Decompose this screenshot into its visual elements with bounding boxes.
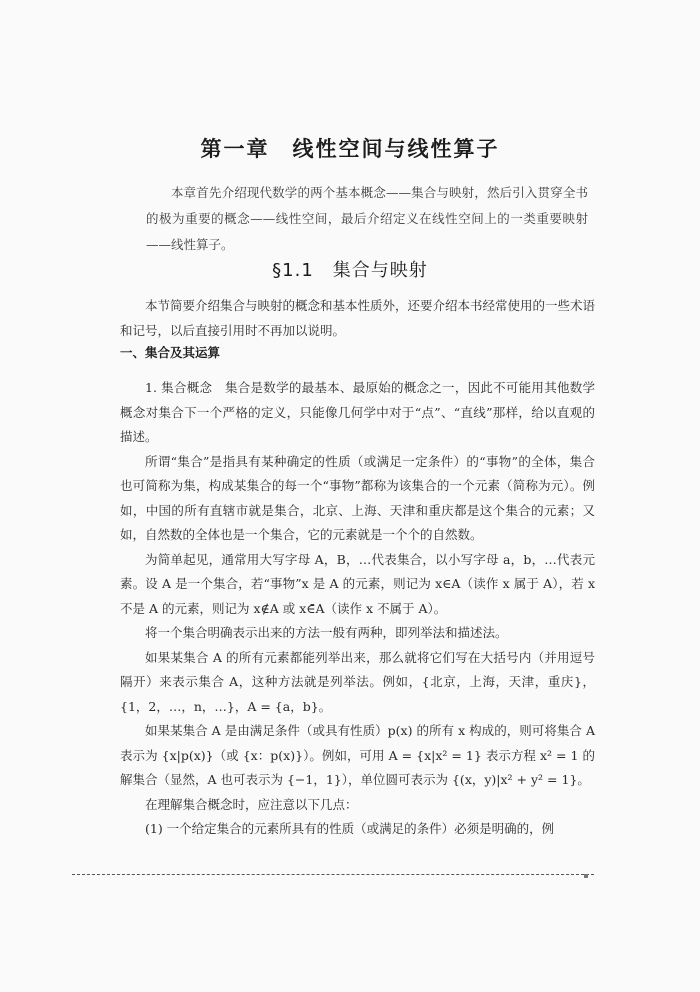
paragraph-enumeration-method: 如果某集合 A 的所有元素都能列举出来，那么就将它们写在大括号内（并用逗号隔开）来表示集合 A，这种方法就是列举法。例如，{北京，上海，天津，重庆}，{1，2，…，n，…}，A = {a，b}。 <box>120 649 595 714</box>
chapter-title: 第一章 线性空间与线性算子 <box>200 137 500 161</box>
paragraph-set-definition: 所谓“集合”是指具有某种确定的性质（或满足一定条件）的“事物”的全体，集合也可简称为集，构成某集合的每一个“事物”都称为该集合的一个元素（简称为元）。例如，中国的所有直辖市就是集合，北京、上海、天津和重庆都是这个集合的元素；又如，自然数的全体也是一个集合，它的元素就是一个个的自然数。 <box>120 453 595 542</box>
paragraph-representation-methods: 将一个集合明确表示出来的方法一般有两种，即列举法和描述法。 <box>145 625 508 640</box>
chapter-intro-paragraph: 本章首先介绍现代数学的两个基本概念——集合与映射，然后引入贯穿全书的极为重要的概念——线性空间，最后介绍定义在线性空间上的一类重要映射——线性算子。 <box>146 185 588 252</box>
section-title: §1.1 集合与映射 <box>272 260 428 281</box>
paragraph-notes-intro: 在理解集合概念时，应注意以下几点： <box>145 796 358 812</box>
body-text <box>120 376 595 842</box>
paragraph-set-concept: 1. 集合概念 集合是数学的最基本、最原始的概念之一，因此不可能用其他数学概念对集合下一个严格的定义，只能像几何学中对于“点”、“直线”那样，给以直观的描述。 <box>120 380 595 444</box>
footer-mark <box>584 874 588 878</box>
section-intro-block <box>120 294 595 343</box>
paragraph-notation: 为简单起见，通常用大写字母 A，B，…代表集合，以小写字母 a，b，…代表元素。设 A 是一个集合，若“事物”x 是 A 的元素，则记为 x∈A（读作 x 属于 A），若 x 不是 A 的元素，则记为 x∉A 或 x∈̄A（读作 x 不属于 A）。 <box>120 551 595 616</box>
footer-divider <box>72 874 594 875</box>
section-intro-paragraph: 本节简要介绍集合与映射的概念和基本性质外，还要介绍本书经常使用的一些术语和记号，以后直接引用时不再加以说明。 <box>120 298 596 338</box>
paragraph-description-method: 如果某集合 A 是由满足条件（或具有性质）p(x) 的所有 x 构成的，则可将集合 A 表示为 {x|p(x)}（或 {x：p(x)}）。例如，可用 A = {x|x² = 1} 表示方程 x² = 1 的解集合（显然，A 也可表示为 {−1，1}），单位圆可表示为 {(x，y)|x² + y² = 1}。 <box>120 723 595 787</box>
subsection-title: 一、集合及其运算 <box>120 345 221 360</box>
paragraph-note-1: (1) 一个给定集合的元素所具有的性质（或满足的条件）必须是明确的，例 <box>145 821 555 836</box>
